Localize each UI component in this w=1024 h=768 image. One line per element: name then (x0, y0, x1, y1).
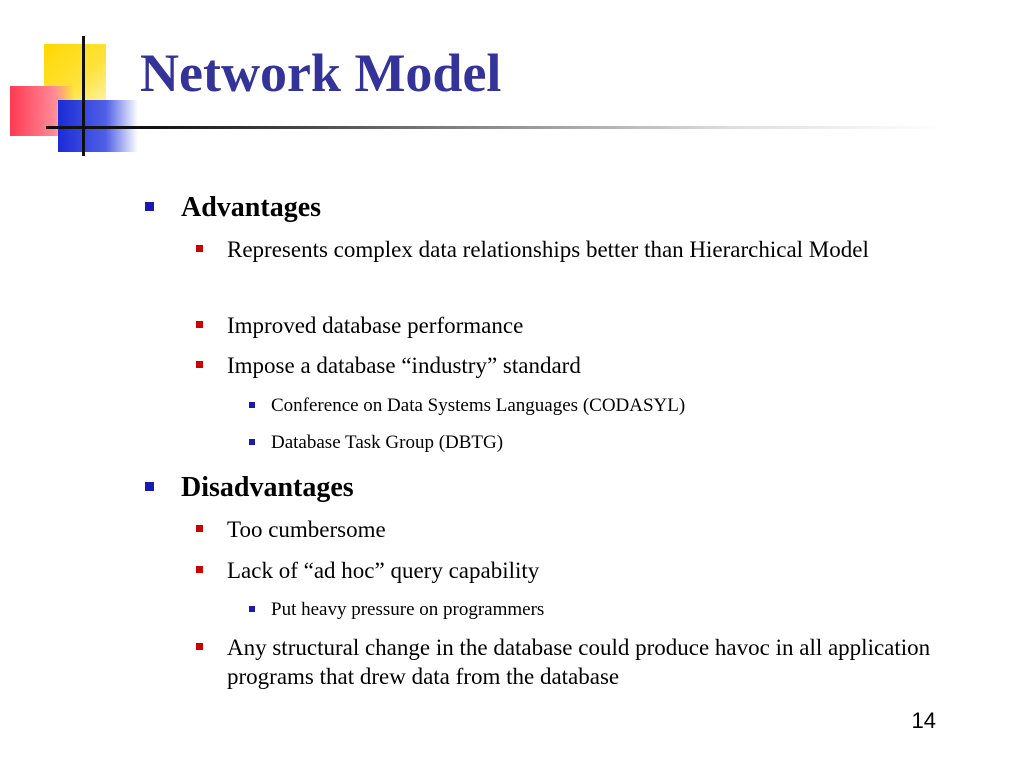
advantages-heading: Advantages (181, 192, 322, 223)
bullet-square-icon (196, 361, 203, 368)
bullet-square-icon (196, 525, 203, 532)
bullet-square-icon (196, 321, 203, 328)
page-number: 14 (911, 708, 936, 733)
bullet-square-icon (196, 245, 203, 252)
bullet-square-icon (249, 439, 255, 445)
bullet-square-icon (249, 606, 255, 612)
slide-title: Network Model (140, 43, 502, 103)
disadvantages-heading: Disadvantages (181, 472, 354, 503)
bullet-square-icon (249, 402, 255, 408)
bullet-square-icon (196, 566, 203, 573)
bullet-square-icon (196, 643, 203, 650)
slide-body: Advantages Represents complex data relationships better than Hierarchical Model Improved database performance Impose a database “industry” standard Conference on Data Systems Languages (CODASYL) Database Task Group (DBTG) Disadvantages Too cumbersome Lack of “ad hoc” query capability Put heavy pressure on programmers Any structural change in the database could produce havoc in all application programs that drew data from the database (0, 0, 1024, 768)
bullet-square-icon (145, 482, 154, 491)
bullet-square-icon (145, 202, 154, 211)
